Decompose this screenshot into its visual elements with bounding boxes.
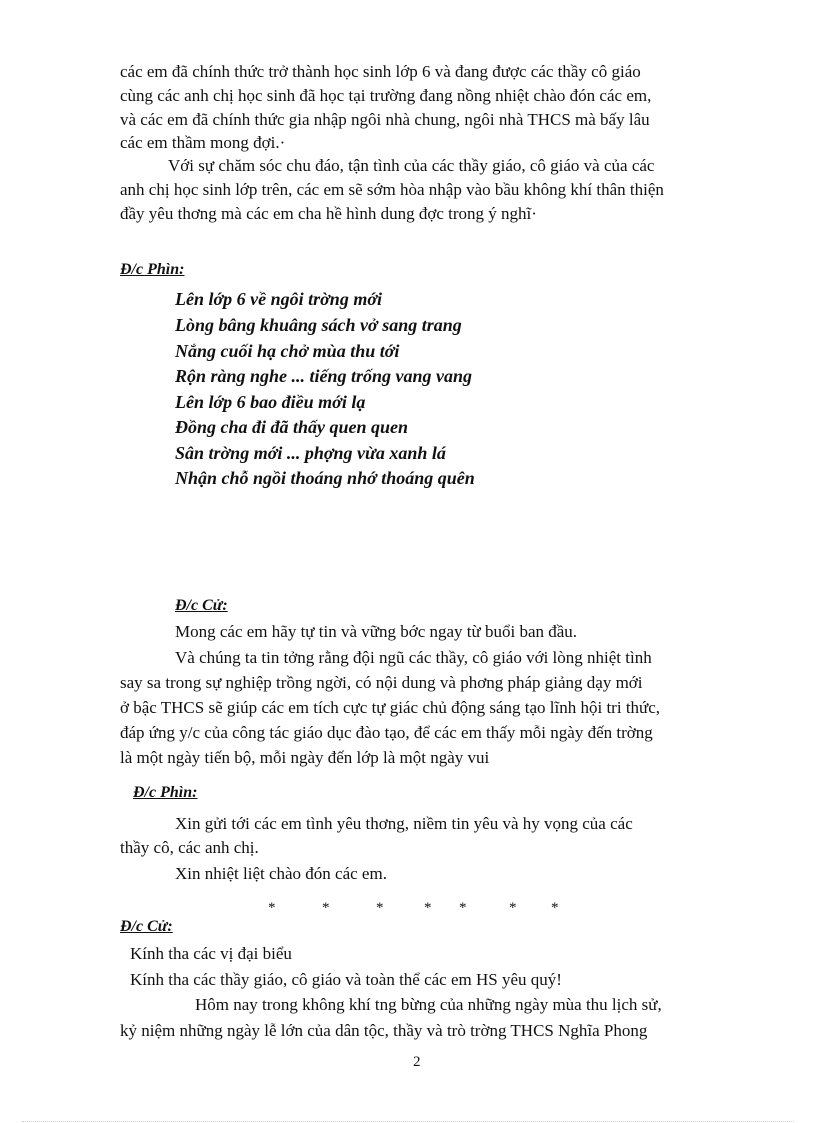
text-line: Kính tha các thầy giáo, cô giáo và toàn thể các em HS yêu quý! [130,970,562,989]
star-mark: * [459,900,467,916]
poem-line: Nắng cuối hạ chở mùa thu tới [175,341,400,361]
star-separator [0,897,816,919]
text-line: thầy cô, các anh chị. [120,838,259,857]
poem-line: Rộn ràng nghe ... tiếng trống vang vang [175,366,473,386]
poem-line: Lên lớp 6 về ngôi trờng mới [175,289,382,309]
text-line: các em thầm mong đợi.· [120,133,286,152]
poem-line: Lên lớp 6 bao điều mới lạ [175,392,366,412]
poem-line: Đồng cha đi đã thấy quen quen [175,417,409,437]
text-line: kỷ niệm những ngày lễ lớn của dân tộc, thầy và trò trờng THCS Nghĩa Phong [120,1021,648,1040]
star-mark: * [322,900,330,916]
text-line: anh chị học sinh lớp trên, các em sẽ sớm hòa nhập vào bầu không khí thân thiện [120,180,664,199]
star-mark: * [376,900,384,916]
star-mark: * [424,900,432,916]
text-line: Và chúng ta tin tởng rằng đội ngũ các thầy, cô giáo với lòng nhiệt tình [175,648,652,667]
text-line: say sa trong sự nghiệp trồng ngời, có nội dung và phơng pháp giảng dạy mới [120,673,643,692]
poem-line: Lòng bâng khuâng sách vở sang trang [175,315,462,335]
speaker-heading: Đ/c Phìn: [120,261,185,278]
page-bottom-divider [22,1121,794,1122]
text-line: và các em đã chính thức gia nhập ngôi nhà chung, ngôi nhà THCS mà bấy lâu [120,110,650,129]
text-line: ở bậc THCS sẽ giúp các em tích cực tự giác chủ động sáng tạo lĩnh hội tri thức, [120,698,661,717]
text-line: Mong các em hãy tự tin và vững bớc ngay từ buổi ban đầu. [175,622,578,641]
poem-line: Sân trờng mới ... phợng vừa xanh lá [175,443,446,463]
text-line: Với sự chăm sóc chu đáo, tận tình của các thầy giáo, cô giáo và của các [168,156,655,175]
speaker-heading: Đ/c Phìn: [133,784,198,801]
star-mark: * [551,900,559,916]
text-line: là một ngày tiến bộ, mỗi ngày đến lớp là một ngày vui [120,748,490,767]
text-line: Kính tha các vị đại biểu [130,944,292,963]
speaker-heading: Đ/c Cử: [120,918,173,935]
star-mark: * [509,900,517,916]
text-line: Xin nhiệt liệt chào đón các em. [175,864,387,883]
speaker-heading: Đ/c Cử: [175,597,228,614]
text-line: Hôm nay trong không khí tng bừng của những ngày mùa thu lịch sử, [195,995,662,1014]
text-line: đáp ứng y/c của công tác giáo dục đào tạo, để các em thấy mỗi ngày đến trờng [120,723,653,742]
text-line: Xin gửi tới các em tình yêu thơng, niềm tin yêu và hy vọng của các [175,814,633,833]
page-number: 2 [413,1054,421,1070]
text-line: đầy yêu thơng mà các em cha hề hình dung đợc trong ý nghĩ· [120,204,537,223]
star-mark: * [268,900,276,916]
text-line: các em đã chính thức trở thành học sinh lớp 6 và đang được các thầy cô giáo [120,62,641,81]
poem-line: Nhận chỗ ngồi thoáng nhớ thoáng quên [175,468,475,488]
text-line: cùng các anh chị học sinh đã học tại trường đang nồng nhiệt chào đón các em, [120,86,652,105]
